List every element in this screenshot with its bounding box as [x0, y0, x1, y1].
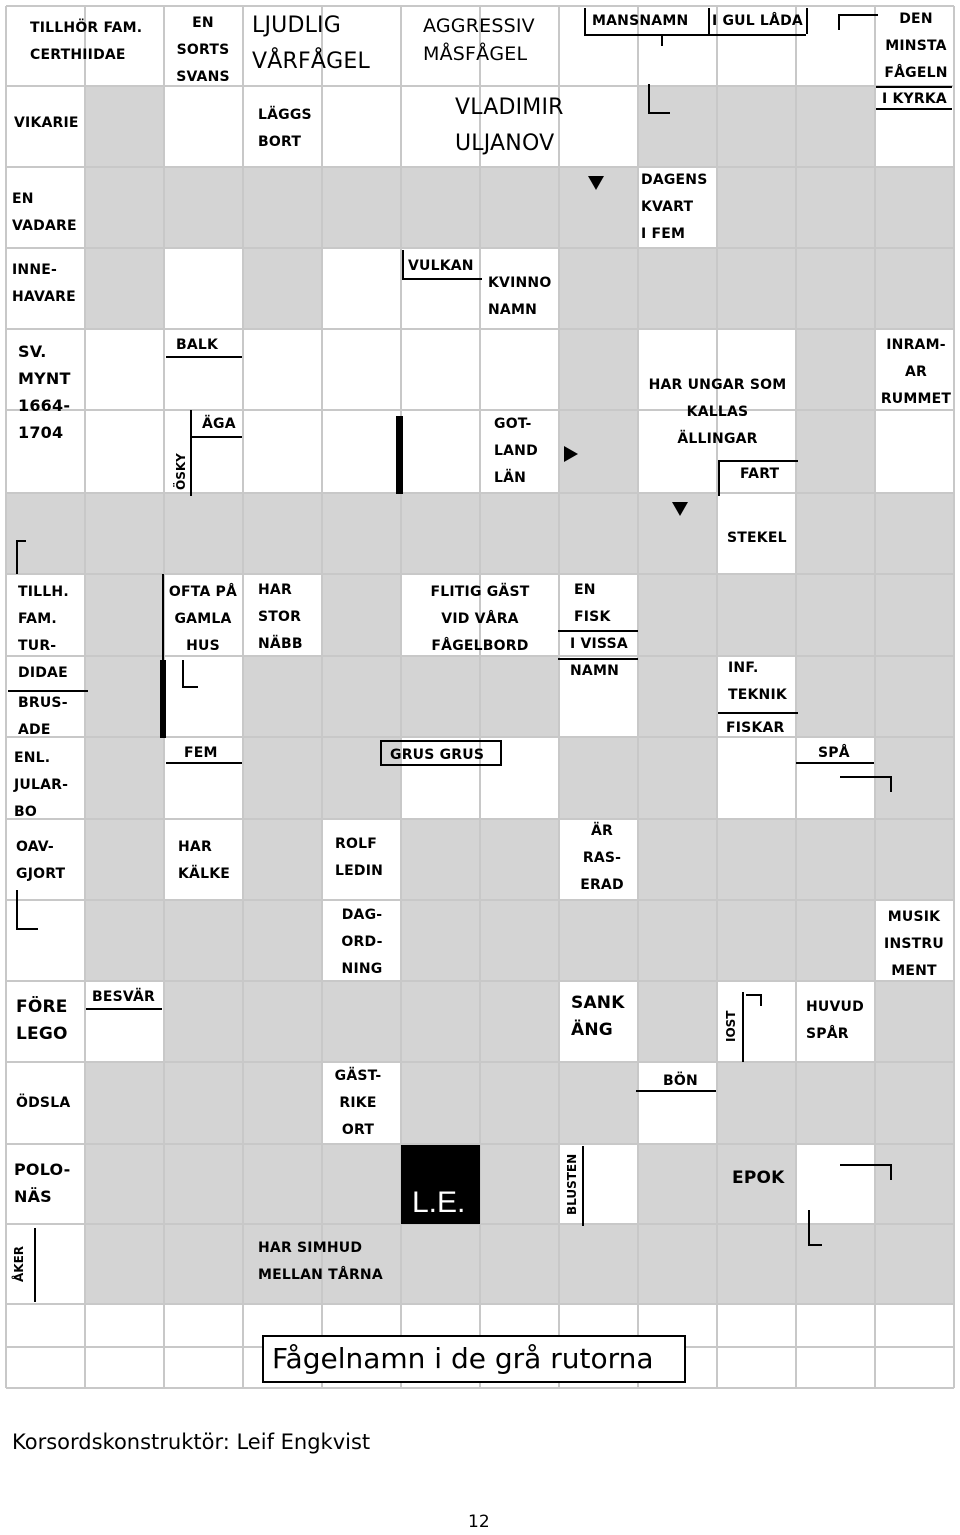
grid-cell[interactable]	[875, 1062, 954, 1144]
clue-box-edge	[584, 34, 806, 36]
grid-cell[interactable]	[85, 167, 164, 248]
grid-line	[6, 85, 954, 87]
clue-sank-ang: SANK ÄNG	[571, 993, 625, 1040]
thick-divider	[160, 660, 166, 738]
grid-cell[interactable]	[164, 900, 243, 981]
grid-cell[interactable]	[480, 1144, 559, 1224]
grid-cell[interactable]	[401, 329, 480, 410]
grid-cell[interactable]	[401, 656, 480, 737]
grid-cell[interactable]	[796, 1062, 875, 1144]
grid-cell[interactable]	[85, 248, 164, 329]
arrow-down-icon	[672, 502, 688, 516]
clue-pointer	[182, 660, 184, 688]
grid-line	[6, 1061, 954, 1063]
clue-box-edge	[876, 108, 952, 110]
grid-cell[interactable]	[164, 1144, 243, 1224]
clue-box-edge	[500, 740, 502, 766]
grid-cell[interactable]	[164, 1224, 243, 1304]
clue-pointer	[838, 14, 878, 16]
clue-rolf-ledin: ROLF LEDIN	[335, 836, 384, 879]
grid-line	[6, 409, 954, 411]
clue-vertical-2: IOST	[724, 1010, 738, 1042]
clue-vertical-1: ÖSKY	[174, 453, 188, 490]
grid-cell[interactable]	[717, 1224, 796, 1304]
grid-cell[interactable]	[717, 167, 796, 248]
clue-box-edge	[718, 460, 798, 462]
clue-dagordning: DAG- ORD- NING	[341, 907, 383, 977]
grid-cell[interactable]	[243, 656, 322, 737]
grid-cell[interactable]	[796, 900, 875, 981]
clue-box-edge	[558, 630, 638, 632]
clue-box-edge	[718, 460, 720, 496]
clue-pointer	[808, 1210, 810, 1246]
arrow-right-icon	[564, 446, 578, 462]
grid-cell[interactable]	[401, 819, 480, 900]
clue-box-edge	[718, 712, 798, 714]
clue-box-edge	[86, 1008, 162, 1010]
clue-tillh-fam-turdidae: TILLH. FAM. TUR- DIDAE	[18, 584, 69, 681]
grid-cell[interactable]	[401, 981, 480, 1062]
clue-har-kalke: HAR KÄLKE	[178, 839, 231, 882]
grid-line	[5, 6, 7, 1388]
clue-inf-teknik: INF. TEKNIK	[728, 660, 787, 703]
clue-odsla: ÖDSLA	[16, 1095, 71, 1111]
black-square-label: L.E.	[412, 1186, 466, 1219]
grid-cell[interactable]	[717, 574, 796, 656]
grid-cell[interactable]	[717, 900, 796, 981]
clue-polonas: POLO- NÄS	[14, 1160, 71, 1206]
clue-pointer	[840, 1164, 892, 1166]
grid-cell[interactable]	[480, 493, 559, 574]
clue-gotland-lan: GOT- LAND LÄN	[494, 416, 538, 486]
clue-box-edge	[162, 574, 164, 660]
clue-innehavare: INNE- HAVARE	[12, 262, 76, 305]
clue-vladimir-uljanov: VLADIMIR ULJANOV	[455, 95, 564, 156]
clue-vikarie: VIKARIE	[14, 115, 79, 131]
clue-pointer	[890, 776, 892, 792]
clue-grus-grus: GRUS GRUS	[390, 747, 485, 763]
grid-cell[interactable]	[243, 248, 322, 329]
clue-fiskar: FISKAR	[726, 720, 785, 736]
grid-cell[interactable]	[638, 737, 717, 819]
grid-line	[874, 6, 876, 1388]
clue-tillhor-fam: TILLHÖR FAM. CERTHIIDAE	[30, 20, 143, 63]
grid-cell[interactable]	[559, 329, 638, 410]
clue-laggs-bort: LÄGGS BORT	[258, 107, 312, 150]
clue-box-edge	[806, 8, 808, 34]
grid-line	[716, 6, 718, 1388]
grid-cell[interactable]	[559, 737, 638, 819]
clue-box-edge	[34, 1228, 36, 1302]
grid-cell[interactable]	[85, 493, 164, 574]
clue-epok: EPOK	[732, 1168, 785, 1188]
grid-cell[interactable]	[401, 493, 480, 574]
clue-pointer	[16, 540, 18, 574]
grid-line	[6, 1303, 954, 1305]
clue-pointer	[661, 34, 663, 46]
grid-cell[interactable]	[559, 493, 638, 574]
grid-line	[6, 328, 954, 330]
grid-cell[interactable]	[875, 981, 954, 1062]
clue-kvinno-namn: KVINNO NAMN	[488, 275, 552, 318]
clue-balk: BALK	[176, 337, 219, 353]
clue-dagens-kvart: DAGENS KVART I FEM	[641, 172, 708, 242]
grid-cell[interactable]	[480, 656, 559, 737]
clue-en-fisk: EN FISK	[574, 582, 611, 625]
clue-box-edge	[582, 1146, 584, 1226]
grid-line	[795, 6, 797, 1388]
grid-cell[interactable]	[322, 410, 401, 493]
grid-cell[interactable]	[796, 86, 875, 167]
clue-box-edge	[190, 410, 192, 496]
grid-cell[interactable]	[559, 248, 638, 329]
clue-pointer	[16, 890, 18, 930]
grid-line	[6, 899, 954, 901]
grid-cell[interactable]	[243, 167, 322, 248]
grid-cell[interactable]	[243, 900, 322, 981]
clue-musik-instrument: MUSIK INSTRU MENT	[884, 909, 944, 979]
grid-line	[6, 492, 954, 494]
grid-cell[interactable]	[875, 574, 954, 656]
grid-cell[interactable]	[164, 1062, 243, 1144]
grid-cell[interactable]	[85, 1062, 164, 1144]
clue-pointer	[648, 112, 670, 114]
clue-gastrike-ort: GÄST- RIKE ORT	[334, 1068, 382, 1138]
clue-aggressiv-masfagel: AGGRESSIV MÅSFÅGEL	[423, 15, 535, 65]
clue-mansnamn: MANSNAMN	[592, 13, 689, 29]
clue-huvud-spar: HUVUD SPÅR	[806, 999, 864, 1042]
clue-en-vadare: EN VADARE	[12, 191, 77, 234]
grid-cell[interactable]	[480, 981, 559, 1062]
grid-cell[interactable]	[638, 900, 717, 981]
clue-inramar-rummet: INRAM- AR RUMMET	[880, 337, 952, 407]
clue-fart: FART	[740, 466, 780, 482]
clue-har-ungar-som: HAR UNGAR SOM KALLAS ÄLLINGAR	[648, 377, 787, 447]
grid-cell[interactable]	[480, 737, 559, 819]
grid-cell[interactable]	[85, 900, 164, 981]
clue-sv-mynt: SV. MYNT 1664- 1704	[18, 342, 71, 442]
grid-line	[637, 6, 639, 1388]
clue-vertical-3: BLUSTEN	[565, 1153, 579, 1215]
clue-pointer	[890, 1164, 892, 1180]
clue-i-kyrka: I KYRKA	[882, 91, 947, 107]
clue-box-edge	[380, 764, 500, 766]
grid-cell[interactable]	[401, 410, 480, 493]
clue-box-edge	[402, 250, 404, 280]
grid-cell[interactable]	[717, 248, 796, 329]
grid-cell[interactable]	[322, 493, 401, 574]
grid-cell[interactable]	[243, 410, 322, 493]
grid-cell[interactable]	[796, 167, 875, 248]
grid-cell[interactable]	[401, 167, 480, 248]
grid-line	[6, 5, 954, 7]
clue-box-edge	[742, 992, 744, 1062]
grid-cell[interactable]	[796, 656, 875, 737]
grid-cell[interactable]	[875, 656, 954, 737]
grid-cell[interactable]	[243, 493, 322, 574]
clue-ofta-pa-gamla-hus: OFTA PÅ GAMLA HUS	[168, 584, 238, 654]
clue-spa: SPÅ	[818, 745, 850, 761]
clue-box-edge	[8, 690, 88, 692]
clue-box-edge	[190, 436, 242, 438]
grid-cell[interactable]	[875, 1144, 954, 1224]
clue-pointer	[838, 14, 840, 30]
grid-cell[interactable]	[638, 981, 717, 1062]
grid-cell[interactable]	[480, 1062, 559, 1144]
crossword-grid	[6, 6, 954, 1388]
clue-aga: ÄGA	[202, 416, 236, 432]
grid-cell[interactable]	[875, 410, 954, 493]
grid-cell[interactable]	[85, 656, 164, 737]
grid-cell[interactable]	[480, 329, 559, 410]
grid-cell[interactable]	[322, 656, 401, 737]
grid-line	[6, 166, 954, 168]
grid-cell[interactable]	[559, 900, 638, 981]
grid-cell[interactable]	[875, 248, 954, 329]
grid-line	[84, 6, 86, 1388]
grid-cell[interactable]	[559, 1062, 638, 1144]
clue-besvar: BESVÄR	[92, 989, 156, 1005]
grid-line	[558, 6, 560, 1388]
grid-line	[6, 980, 954, 982]
grid-cell[interactable]	[243, 1062, 322, 1144]
grid-cell[interactable]	[322, 329, 401, 410]
grid-cell[interactable]	[875, 167, 954, 248]
clue-box-edge	[166, 762, 242, 764]
grid-cell[interactable]	[480, 819, 559, 900]
grid-cell[interactable]	[796, 574, 875, 656]
clue-pointer	[808, 1244, 822, 1246]
grid-cell[interactable]	[401, 1224, 480, 1304]
clue-vulkan: VULKAN	[408, 258, 474, 274]
grid-cell[interactable]	[401, 1062, 480, 1144]
grid-line	[6, 1143, 954, 1145]
grid-cell[interactable]	[85, 819, 164, 900]
grid-line	[953, 6, 955, 1388]
clue-pointer	[760, 994, 762, 1006]
clue-box-edge	[584, 8, 586, 34]
clue-pointer	[182, 686, 198, 688]
grid-cell[interactable]	[322, 248, 401, 329]
grid-cell[interactable]	[717, 86, 796, 167]
grid-cell[interactable]	[875, 1224, 954, 1304]
clue-fem: FEM	[184, 745, 218, 761]
grid-cell[interactable]	[85, 329, 164, 410]
grid-line	[6, 1387, 954, 1389]
grid-cell[interactable]	[717, 819, 796, 900]
clue-box-edge	[796, 762, 874, 764]
clue-box-edge	[558, 658, 638, 660]
clue-pointer	[840, 776, 892, 778]
grid-line	[6, 736, 954, 738]
grid-cell[interactable]	[164, 493, 243, 574]
grid-cell[interactable]	[796, 329, 875, 410]
grid-cell[interactable]	[638, 1224, 717, 1304]
grid-cell[interactable]	[322, 1144, 401, 1224]
grid-cell[interactable]	[164, 86, 243, 167]
grid-cell[interactable]	[559, 86, 638, 167]
clue-den-minsta-fageln: DEN MINSTA FÅGELN	[884, 11, 948, 81]
clue-pointer	[648, 84, 650, 114]
grid-line	[321, 6, 323, 1388]
grid-cell[interactable]	[322, 981, 401, 1062]
grid-cell[interactable]	[243, 1144, 322, 1224]
clue-ljudlig-varfagel: LJUDLIG VÅRFÅGEL	[252, 13, 370, 74]
clue-box-edge	[876, 86, 952, 88]
clue-stekel: STEKEL	[727, 530, 787, 546]
grid-cell[interactable]	[796, 248, 875, 329]
clue-enl-jularbo: ENL. JULAR- BO	[14, 750, 69, 820]
grid-cell[interactable]	[480, 167, 559, 248]
clue-pointer	[16, 540, 26, 542]
grid-line	[6, 573, 954, 575]
grid-cell[interactable]	[85, 574, 164, 656]
clue-har-stor-nabb: HAR STOR NÄBB	[258, 582, 303, 652]
grid-cell[interactable]	[85, 410, 164, 493]
grid-cell[interactable]	[164, 656, 243, 737]
clue-bon: BÖN	[663, 1073, 698, 1089]
thick-divider	[396, 416, 403, 494]
clue-flitig-gast: FLITIG GÄST VID VÅRA FÅGELBORD	[430, 584, 530, 654]
grid-cell[interactable]	[243, 819, 322, 900]
clue-har-simhud: HAR SIMHUD MELLAN TÅRNA	[258, 1240, 383, 1283]
grid-cell[interactable]	[322, 574, 401, 656]
grid-cell[interactable]	[401, 900, 480, 981]
grid-cell[interactable]	[322, 167, 401, 248]
grid-cell[interactable]	[717, 737, 796, 819]
grid-cell[interactable]	[164, 248, 243, 329]
grid-cell[interactable]	[638, 819, 717, 900]
grid-line	[242, 6, 244, 1388]
grid-cell[interactable]	[85, 1144, 164, 1224]
grid-cell[interactable]	[243, 329, 322, 410]
grid-cell[interactable]	[638, 656, 717, 737]
clue-box-edge	[636, 1090, 716, 1092]
clue-box-edge	[380, 740, 382, 766]
grid-cell[interactable]	[85, 1224, 164, 1304]
grid-line	[6, 247, 954, 249]
grid-cell[interactable]	[85, 86, 164, 167]
clue-ar-raserad: ÄR RAS- ERAD	[580, 823, 624, 893]
grid-cell[interactable]	[243, 981, 322, 1062]
grid-cell[interactable]	[638, 248, 717, 329]
clue-box-edge	[380, 740, 500, 742]
clue-box-edge	[402, 278, 482, 280]
grid-cell[interactable]	[875, 737, 954, 819]
legend-box: Fågelnamn i de grå rutorna	[262, 1335, 686, 1383]
clue-i-gul-lada: I GUL LÅDA	[712, 13, 803, 29]
clue-fore-lego: FÖRE LEGO	[16, 997, 68, 1044]
arrow-down-icon	[588, 176, 604, 190]
clue-vertical-4: ÅKER	[12, 1245, 26, 1282]
grid-line	[6, 1223, 954, 1225]
page-number: 12	[468, 1512, 490, 1532]
clue-pointer	[16, 928, 38, 930]
grid-cell[interactable]	[796, 410, 875, 493]
grid-cell[interactable]	[322, 86, 401, 167]
grid-cell[interactable]	[638, 574, 717, 656]
clue-box-edge	[708, 8, 710, 34]
grid-cell[interactable]	[559, 1224, 638, 1304]
grid-cell[interactable]	[796, 493, 875, 574]
credits-text: Korsordskonstruktör: Leif Engkvist	[12, 1430, 371, 1454]
grid-cell[interactable]	[164, 981, 243, 1062]
grid-cell[interactable]	[796, 819, 875, 900]
clue-i-vissa-namn: I VISSA NAMN	[570, 636, 628, 679]
grid-cell[interactable]	[717, 1062, 796, 1144]
grid-cell[interactable]	[85, 737, 164, 819]
clue-box-edge	[166, 356, 242, 358]
grid-cell[interactable]	[875, 493, 954, 574]
grid-cell[interactable]	[875, 819, 954, 900]
grid-cell[interactable]	[243, 737, 322, 819]
grid-cell[interactable]	[638, 1144, 717, 1224]
grid-cell[interactable]	[480, 900, 559, 981]
grid-line	[6, 818, 954, 820]
clue-brusade: BRUS- ADE	[18, 695, 68, 738]
clue-oavgjort: OAV- GJORT	[16, 839, 66, 882]
clue-en-sorts-svans: EN SORTS SVANS	[176, 15, 230, 85]
grid-cell[interactable]	[164, 167, 243, 248]
grid-cell[interactable]	[480, 1224, 559, 1304]
